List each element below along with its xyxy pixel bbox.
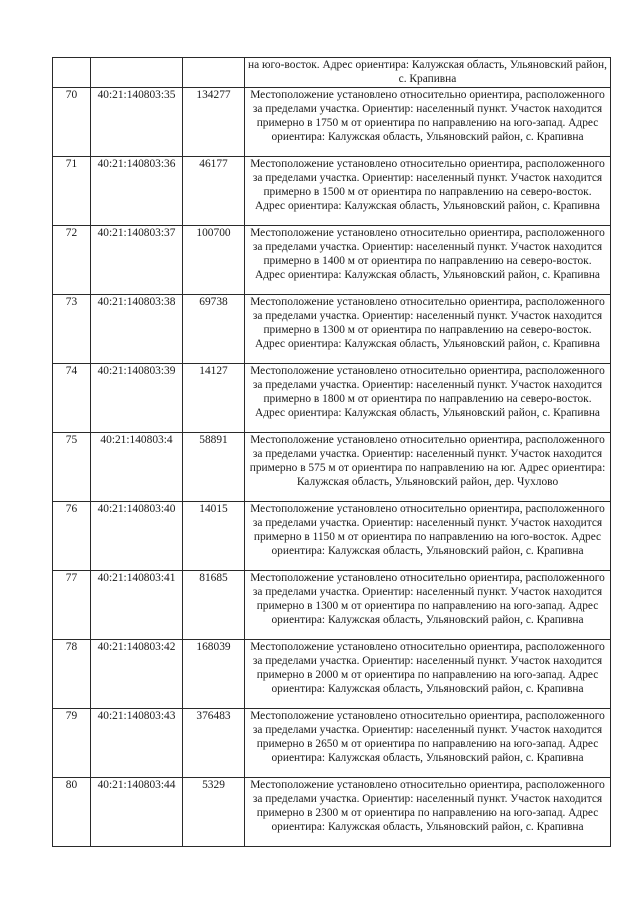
location-description: Местоположение установлено относительно ориентира, расположенного за пределами участка. Ориентир: населенный пункт. Участок находится примерно в 575 м от ориентира по направлению на юг. Адрес ориентира: Калужская область, Ульяновский район, дер. Чухлово — [245, 433, 611, 502]
table-row — [53, 88, 611, 157]
plot-area: 134277 — [183, 88, 245, 157]
table-row-continuation — [53, 58, 611, 88]
cadastral-number: 40:21:140803:44 — [91, 778, 183, 847]
plot-area: 58891 — [183, 433, 245, 502]
table-row — [53, 157, 611, 226]
cadastral-number: 40:21:140803:39 — [91, 364, 183, 433]
plot-area: 5329 — [183, 778, 245, 847]
table-row — [53, 433, 611, 502]
row-number — [53, 58, 91, 88]
row-number: 74 — [53, 364, 91, 433]
row-number: 75 — [53, 433, 91, 502]
plot-area: 168039 — [183, 640, 245, 709]
location-description: Местоположение установлено относительно ориентира, расположенного за пределами участка. Ориентир: населенный пункт. Участок находится примерно в 1300 м от ориентира по направлению на юго-запад. Адрес ориентира: Калужская область, Ульяновский район, с. Крапивна — [245, 571, 611, 640]
cadastral-number — [91, 58, 183, 88]
cadastral-number: 40:21:140803:43 — [91, 709, 183, 778]
table-body — [53, 58, 611, 847]
cadastral-number: 40:21:140803:35 — [91, 88, 183, 157]
row-number: 76 — [53, 502, 91, 571]
location-description: Местоположение установлено относительно ориентира, расположенного за пределами участка. Ориентир: населенный пункт. Участок находится примерно в 1400 м от ориентира по направлению на северо-восток. Адрес ориентира: Калужская область, Ульяновский район, с. Крапивна — [245, 226, 611, 295]
plot-area: 14015 — [183, 502, 245, 571]
row-number: 72 — [53, 226, 91, 295]
table-row — [53, 640, 611, 709]
table-row — [53, 502, 611, 571]
location-description: Местоположение установлено относительно ориентира, расположенного за пределами участка. Ориентир: населенный пункт. Участок находится примерно в 1750 м от ориентира по направлению на юго-запад. Адрес ориентира: Калужская область, Ульяновский район, с. Крапивна — [245, 88, 611, 157]
cadastral-number: 40:21:140803:38 — [91, 295, 183, 364]
table-row — [53, 778, 611, 847]
cadastral-number: 40:21:140803:41 — [91, 571, 183, 640]
location-description: Местоположение установлено относительно ориентира, расположенного за пределами участка. Ориентир: населенный пункт. Участок находится примерно в 2650 м от ориентира по направлению на юго-запад. Адрес ориентира: Калужская область, Ульяновский район, с. Крапивна — [245, 709, 611, 778]
location-description: на юго-восток. Адрес ориентира: Калужская область, Ульяновский район, с. Крапивна — [245, 58, 611, 88]
plot-area — [183, 58, 245, 88]
table-row — [53, 295, 611, 364]
table-row — [53, 571, 611, 640]
location-description: Местоположение установлено относительно ориентира, расположенного за пределами участка. Ориентир: населенный пункт. Участок находится примерно в 2300 м от ориентира по направлению на юго-запад. Адрес ориентира: Калужская область, Ульяновский район, с. Крапивна — [245, 778, 611, 847]
plot-area: 81685 — [183, 571, 245, 640]
cadastral-number: 40:21:140803:37 — [91, 226, 183, 295]
land-plot-table — [52, 57, 611, 847]
location-description: Местоположение установлено относительно ориентира, расположенного за пределами участка. Ориентир: населенный пункт. Участок находится примерно в 1800 м от ориентира по направлению на северо-восток. Адрес ориентира: Калужская область, Ульяновский район, с. Крапивна — [245, 364, 611, 433]
row-number: 78 — [53, 640, 91, 709]
location-description: Местоположение установлено относительно ориентира, расположенного за пределами участка. Ориентир: населенный пункт. Участок находится примерно в 1150 м от ориентира по направлению на юго-восток. Адрес ориентира: Калужская область, Ульяновский район, с. Крапивна — [245, 502, 611, 571]
location-description: Местоположение установлено относительно ориентира, расположенного за пределами участка. Ориентир: населенный пункт. Участок находится примерно в 1300 м от ориентира по направлению на северо-восток. Адрес ориентира: Калужская область, Ульяновский район, с. Крапивна — [245, 295, 611, 364]
plot-area: 69738 — [183, 295, 245, 364]
location-description: Местоположение установлено относительно ориентира, расположенного за пределами участка. Ориентир: населенный пункт. Участок находится примерно в 2000 м от ориентира по направлению на юго-запад. Адрес ориентира: Калужская область, Ульяновский район, с. Крапивна — [245, 640, 611, 709]
location-description: Местоположение установлено относительно ориентира, расположенного за пределами участка. Ориентир: населенный пункт. Участок находится примерно в 1500 м от ориентира по направлению на северо-восток. Адрес ориентира: Калужская область, Ульяновский район, с. Крапивна — [245, 157, 611, 226]
table-row — [53, 709, 611, 778]
row-number: 80 — [53, 778, 91, 847]
cadastral-number: 40:21:140803:40 — [91, 502, 183, 571]
plot-area: 376483 — [183, 709, 245, 778]
plot-area: 100700 — [183, 226, 245, 295]
row-number: 70 — [53, 88, 91, 157]
plot-area: 14127 — [183, 364, 245, 433]
row-number: 79 — [53, 709, 91, 778]
cadastral-number: 40:21:140803:36 — [91, 157, 183, 226]
cadastral-number: 40:21:140803:42 — [91, 640, 183, 709]
row-number: 73 — [53, 295, 91, 364]
cadastral-number: 40:21:140803:4 — [91, 433, 183, 502]
table-row — [53, 226, 611, 295]
row-number: 71 — [53, 157, 91, 226]
table-row — [53, 364, 611, 433]
plot-area: 46177 — [183, 157, 245, 226]
row-number: 77 — [53, 571, 91, 640]
